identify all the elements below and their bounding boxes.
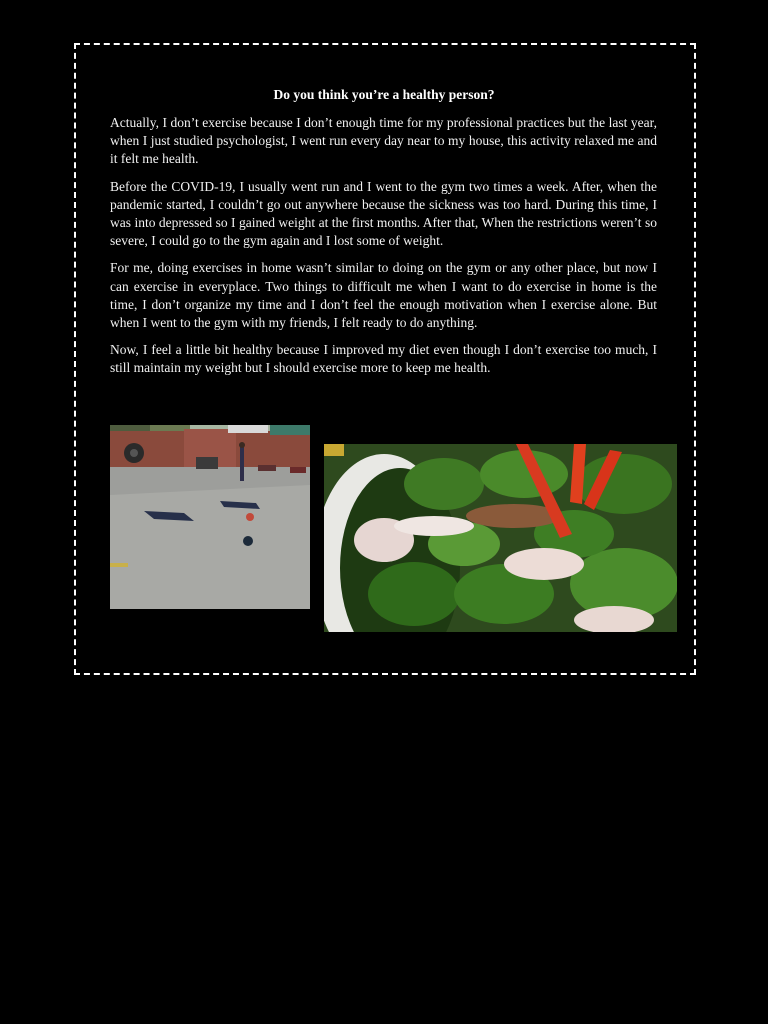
paragraph-4: Now, I feel a little bit healthy because I improved my diet even though I don’t exercise too much, I still maintain my weight but I should exercise more to keep me health.: [110, 342, 657, 376]
gym-court-photo: [110, 425, 310, 609]
paragraph-3: For me, doing exercises in home wasn’t similar to doing on the gym or any other place, but now I can exercise in everyplace. Two things to difficult me when I want to do exercise in home is the time, I don’t organize my time and I don’t feel the enough motivation when I exercise alone. But when I went to the gym with my friends, I felt ready to do anything.: [110, 260, 657, 331]
paragraph-2: Before the COVID-19, I usually went run and I went to the gym two times a week. After, when the pandemic started, I couldn’t go out anywhere because the sickness was too hard. During this time, I was into depressed so I gained weight at the first months. After that, When the restrictions weren’t so severe, I could go to the gym again and I lost some of weight.: [110, 178, 657, 249]
paragraph-1: Actually, I don’t exercise because I don’t enough time for my professional practices but the last year, when I just studied psychologist, I went run every day near to my house, this activity relaxed me and it felt me health.: [110, 115, 657, 167]
salad-photo: [324, 444, 677, 632]
essay-body: [110, 114, 657, 387]
page-title: Do you think you’re a healthy person?: [273, 87, 495, 102]
